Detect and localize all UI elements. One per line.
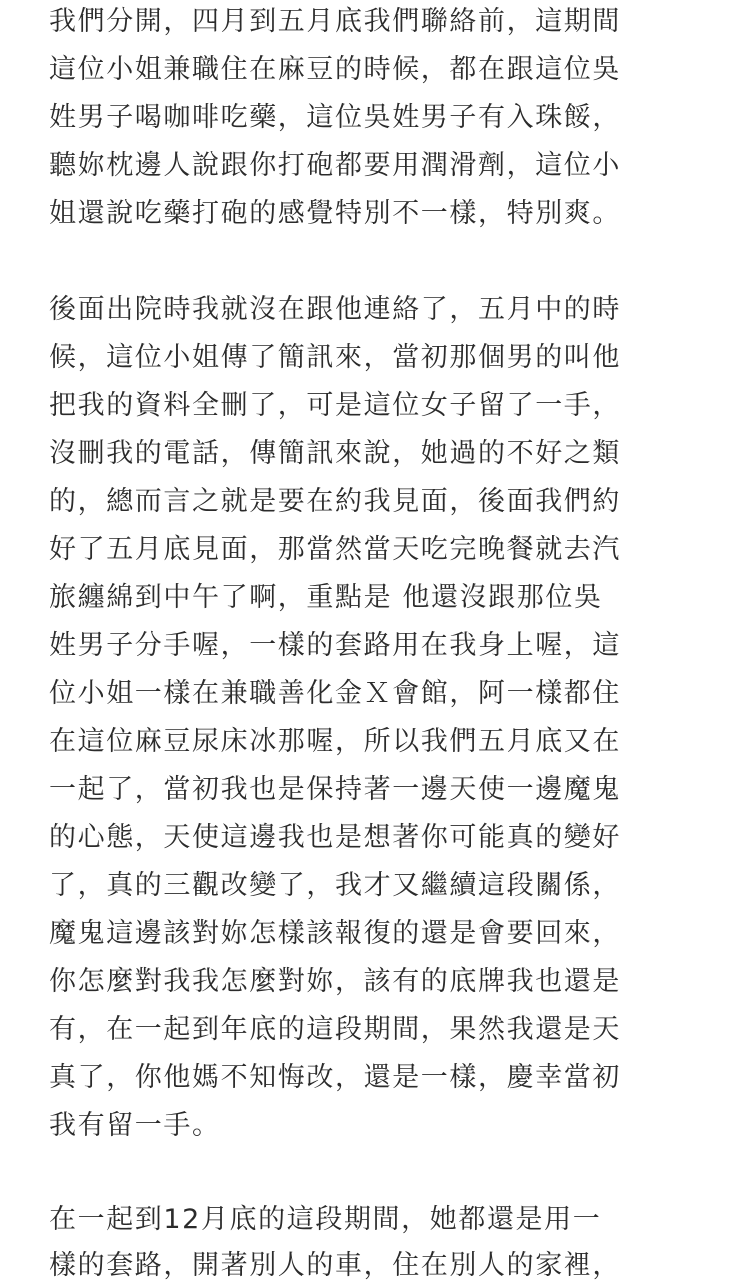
text-line: 旅纏綿到中午了啊，重點是 他還沒跟那位吳 bbox=[49, 582, 603, 613]
text-line: 有，在一起到年底的這段期間，果然我還是天 bbox=[49, 1014, 621, 1045]
text-line: 的，總而言之就是要在約我見面，後面我們約 bbox=[49, 486, 621, 517]
text-line: 在一起到12月底的這段期間，她都還是用一 bbox=[49, 1204, 602, 1235]
text-line: 樣的套路，開著別人的車，住在別人的家裡， bbox=[49, 1250, 621, 1280]
text-line: 位小姐一樣在兼職善化金Ｘ會館，阿一樣都住 bbox=[49, 678, 621, 709]
text-line: 了，真的三觀改變了，我才又繼續這段關係， bbox=[49, 870, 621, 901]
text-line: 這位小姐兼職住在麻豆的時候，都在跟這位吳 bbox=[49, 54, 621, 85]
text-line: 姓男子分手喔，一樣的套路用在我身上喔，這 bbox=[49, 630, 621, 661]
text-line: 姐還說吃藥打砲的感覺特別不一樣，特別爽。 bbox=[49, 198, 621, 229]
text-line: 我有留一手。 bbox=[49, 1110, 221, 1141]
text-line: 魔鬼這邊該對妳怎樣該報復的還是會要回來， bbox=[49, 918, 621, 949]
text-line: 聽妳枕邊人說跟你打砲都要用潤滑劑，這位小 bbox=[49, 150, 621, 181]
text-line: 候，這位小姐傳了簡訊來，當初那個男的叫他 bbox=[49, 342, 621, 373]
text-line: 姓男子喝咖啡吃藥，這位吳姓男子有入珠餒， bbox=[49, 102, 621, 133]
text-line: 我們分開，四月到五月底我們聯絡前，這期間 bbox=[49, 6, 621, 37]
text-line: 好了五月底見面，那當然當天吃完晚餐就去汽 bbox=[49, 534, 621, 565]
text-line: 沒刪我的電話，傳簡訊來說，她過的不好之類 bbox=[49, 438, 621, 469]
text-line: 真了，你他媽不知悔改，還是一樣，慶幸當初 bbox=[49, 1062, 621, 1093]
text-line: 在這位麻豆尿床冰那喔，所以我們五月底又在 bbox=[49, 726, 621, 757]
text-line: 的心態，天使這邊我也是想著你可能真的變好 bbox=[49, 822, 621, 853]
text-line: 把我的資料全刪了，可是這位女子留了一手， bbox=[49, 390, 621, 421]
text-line: 一起了，當初我也是保持著一邊天使一邊魔鬼 bbox=[49, 774, 621, 805]
text-line: 後面出院時我就沒在跟他連絡了，五月中的時 bbox=[49, 294, 621, 325]
text-line: 你怎麼對我我怎麼對妳，該有的底牌我也還是 bbox=[49, 966, 621, 997]
